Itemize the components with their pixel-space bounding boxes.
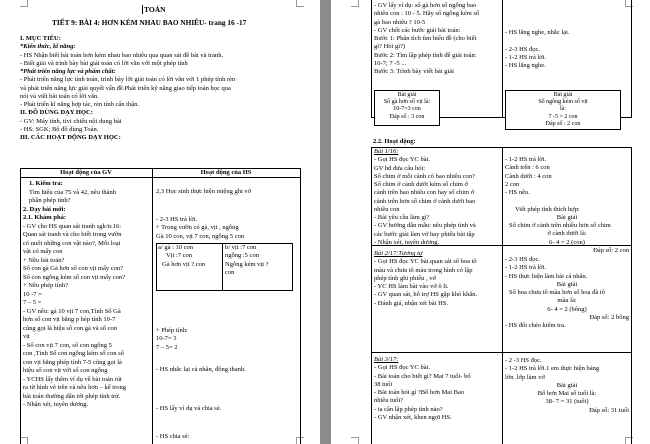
crop-mark <box>351 0 359 7</box>
table-cell-line: nhiêu con <box>374 205 400 213</box>
table-cell-line: vật có mấy con <box>23 248 63 255</box>
table-cell-line: - 2 -3 HS đọc. <box>505 357 542 364</box>
table-border <box>371 147 372 444</box>
table-cell-line: 6- 4 = 2 (bông) <box>547 305 587 313</box>
crop-mark <box>296 0 304 7</box>
table-border <box>502 0 503 118</box>
table-cell-line: - YC HS làm bài vào vở ô li. <box>374 283 449 290</box>
table-cell-line: Vịt :7 con <box>166 252 192 260</box>
table-cell-line: con <box>225 268 235 276</box>
table-cell-line: Cành dưới : 4 con <box>505 172 552 180</box>
table-cell-line: Ngỗng kém vịt ? <box>225 260 269 268</box>
table-cell-line: 10-7= 3 <box>156 335 177 343</box>
gv-activity-column <box>23 180 151 410</box>
bai-3-hs <box>505 357 629 415</box>
table-cell-line: 2 con <box>505 180 520 188</box>
table-cell-line: gì? Hỏi gì?) <box>374 43 406 51</box>
table-cell-line: - Gọi HS đọc YC bài. <box>374 156 431 164</box>
table-cell-line: - Gọi HS đọc YC bài.quan sát số hoa tô <box>374 258 477 266</box>
practice-heading: 2.2. Hoạt động: <box>373 138 416 145</box>
table-cell-line: Đáp số : 3 con <box>389 113 425 120</box>
crop-mark <box>20 0 28 7</box>
table-cell-line: Quan sát tranh và cho biết trong vườn <box>23 231 122 238</box>
table-cell-line: GV hd đưa câu hỏi: <box>374 164 426 172</box>
hs-calc <box>156 327 188 352</box>
table-cell-line: - 1-2 HS trả lời. <box>505 53 547 61</box>
table-cell-line: - Bài toán hỏi gì ?Bố hơn Mai Bao <box>374 389 465 396</box>
table-cell-line: 38- 7 = 31 (tuổi) <box>545 398 589 406</box>
table-cell-line: - HS đổi chéo kiểm tra. <box>505 322 566 329</box>
table-cell-line: màu và chưa tô màu trong hình có lập <box>374 266 473 274</box>
table-cell-line: - GV cho HS quan sát tranh sgk/tr.16: <box>23 222 122 230</box>
table-cell-line: - Gọi HS đọc YC bài. <box>374 364 431 372</box>
table-cell-line: - 2-3 HS đọc. <box>505 45 541 53</box>
table-cell-line: Đáp số: 2 bông <box>589 313 629 321</box>
table-cell-line: ngỗng :5 con <box>225 252 259 260</box>
hs-example: - HS lấy ví dụ và chia sẻ. <box>156 405 222 412</box>
table-cell-line: - 1-2 HS trả lời.1 em thực hiện bảng <box>505 365 600 373</box>
table-cell-line: màu là: <box>557 297 577 305</box>
table-cell-line: Số chim ở mỗi cành có bao nhiêu con? <box>374 172 475 180</box>
table-cell-line: - HS nêu. <box>505 189 530 196</box>
table-cell-line: Số chim ở cành trên nhiều hơn số chim <box>509 222 611 229</box>
bai-2-hs <box>505 256 629 330</box>
table-cell-line: + Phép tính: <box>156 327 188 334</box>
table-cell-line: Bước 2: Tìm lập phép tính đề giải toán: <box>374 51 477 59</box>
table-cell-line: Bước 1: Phân tích tìm hiểu đề (cho biết <box>374 35 477 42</box>
table-cell-line: Số chim ở cành dưới kém số chim ở <box>374 181 468 188</box>
table-border <box>300 168 301 444</box>
table-cell-line: - 1-2 HS trả lời. <box>505 156 547 163</box>
knowledge-heading: *Kiến thức, kĩ năng: <box>20 43 76 51</box>
table-cell-line: 7 – 5= 2 <box>156 343 178 351</box>
table-border <box>20 168 21 444</box>
table-cell-line: Đáp số: 31 tuổi <box>589 406 629 414</box>
objectives-section <box>20 35 303 142</box>
table-border <box>222 243 223 291</box>
table-cell-line: - GV hướng dẫn mẫu: nêu phép tính và <box>374 222 476 230</box>
table-header-hs: Hoạt động của HS <box>200 169 252 176</box>
table-cell-line: Bài giải <box>397 92 417 98</box>
table-cell-line: - Nhận xét, tuyên dương. <box>374 238 440 246</box>
table-cell-line: Bài giải <box>556 280 578 288</box>
table-cell-line: là: <box>560 106 566 113</box>
bai-1-hs <box>505 156 629 255</box>
table-border <box>152 168 153 444</box>
table-cell-line: - HS lắng nghe. <box>505 62 546 69</box>
table-cell-line: Gà 10 con, vịt 7 con, ngỗng 5 con <box>156 232 245 240</box>
table-cell-line: Bài giải <box>556 213 578 221</box>
knowledge-line: - Biết giải và trình bày bài giải toán có lời văn với một phép tính <box>20 59 188 67</box>
subject-heading: TOÁN <box>144 5 166 14</box>
hs-intro: 2,3 Học sinh thực hiện miệng ghi vở <box>156 188 252 195</box>
table-cell-line: - GV chốt các bước giải bài toán: <box>374 26 461 34</box>
objectives-heading: I. MỤC TIÊU: <box>20 35 61 42</box>
activities-heading: III. CÁC HOẠT ĐỘNG DẠY HỌC: <box>20 134 121 141</box>
competence-heading: *Phát triển năng lực và phẩm chất: <box>20 68 116 75</box>
table-cell-line: 10-7=3 con <box>393 106 421 113</box>
table-cell-line: - Bài yêu cầu làm gì? <box>374 214 430 221</box>
document-page-right <box>331 0 650 444</box>
sub-table-col-a <box>158 244 205 269</box>
materials-line: - GV: Máy tính, tivi chiếu nội dung bài <box>20 117 122 125</box>
competence-line: nói và viết bài toán có lời văn. <box>20 92 99 100</box>
table-cell-line: cành trên hơn số chim ở cành dưới bao <box>374 197 476 205</box>
table-cell-line: gà bao nhiêu ? 10-5 <box>374 18 426 26</box>
gv-summary <box>374 2 501 76</box>
hs-summary <box>505 29 569 70</box>
competence-line: - Phát triển năng lực tính toán, trình bày lời giải toán có lời văn với 1 phép tính rèn <box>20 76 236 84</box>
table-cell-line: Số gà hơn số vịt là: <box>383 99 431 106</box>
table-cell-line: 1. Kiểm tra: <box>29 180 63 187</box>
table-cell-line: cũng gọi là hiệu số con gà và số con <box>23 324 118 332</box>
table-cell-line: - Bài toán cho biết gì? Mai 7 tuổi- bố <box>374 372 471 380</box>
table-border <box>371 0 372 118</box>
table-cell-line: các bước giải làm vở hay phiếu bài tập <box>374 230 475 238</box>
table-cell-line: cành trên bao nhiêu con hay số chim ở <box>374 189 475 197</box>
competence-line: - Phát triển kĩ năng hợp tác, rèn tính cẩn thận. <box>20 101 139 108</box>
table-cell-line <box>505 197 629 205</box>
table-cell-line: Cành trên : 6 con <box>505 164 550 172</box>
table-cell-line: + Trong vườn có gà, vịt , ngỗng <box>156 224 239 232</box>
sub-table-col-b <box>225 244 269 277</box>
table-cell-line: ra từ hình vẽ trên và nêu hơn – kế trong <box>23 384 126 391</box>
table-cell-line: - GV nhận xét, khen ngợi HS. <box>374 413 452 421</box>
table-cell-line: - 1-2 HS trả lời. <box>505 264 547 272</box>
table-cell-line: nhiêu tuổi? <box>374 397 404 405</box>
table-cell-line: Bước 3: Trình bày viết bài giải <box>374 68 454 75</box>
table-border <box>502 147 503 444</box>
materials-line: - HS: SGK; Bộ đồ dùng Toán. <box>20 125 99 133</box>
table-cell-line: - GV nêu: gà 10 vịt 7 con,Tính Số Gà <box>23 307 121 315</box>
table-cell-line: vịt <box>23 333 30 340</box>
solution-box <box>505 90 621 130</box>
hs-share: - HS chia sẻ: <box>156 433 190 440</box>
knowledge-line: - HS Nhận biết bài toán hơn kém nhau bao nhiêu qua quan sát đề bài và tranh. <box>20 51 224 59</box>
table-cell-line: 38 tuổi <box>374 380 393 388</box>
table-cell-line: 7 -5 = 2 con <box>548 113 578 120</box>
table-cell-line: hơn số con vịt bằng p hép tính 10-7 <box>23 316 116 323</box>
table-cell-line: Tìm hiểu của 75 và 42, nêu thành <box>29 188 117 196</box>
bai-2-gv <box>374 250 501 308</box>
competence-line: và phát triển năng lực giải quyết vấn đề.Phát triển kỹ năng giao tiếp toán học qua <box>20 84 231 92</box>
table-cell-line: - Số con vịt 7 con, số con ngỗng 5 <box>23 341 112 349</box>
table-cell-line: - Đánh giá, nhận xét bài HS. <box>374 299 449 307</box>
table-cell-line: Bài giải <box>556 381 578 389</box>
table-cell-line: - GV quan sát, hỗ trợ HS gặp khó khăn. <box>374 291 478 299</box>
table-cell-line: phần phép tính? <box>29 197 71 204</box>
table-cell-line: con ,Tính Số con ngỗng kém số con số <box>23 350 124 357</box>
table-cell-line: a/ gà : 10 con <box>158 244 194 251</box>
table-cell-line: Bố hơn Mai số tuổi là: <box>537 390 597 397</box>
table-header-gv: Hoạt động của GV <box>60 169 112 176</box>
table-cell-line: 10-7; 7 -5 ... <box>374 59 407 67</box>
table-cell-line: 7 – 5 = <box>23 299 42 306</box>
table-cell-line: Gà hơn vịt ?.con <box>162 260 206 268</box>
table-cell-line: + Nêu phép tính? <box>23 282 69 289</box>
table-cell-line: ở cành dưới là: <box>547 230 587 238</box>
table-cell-line: Số con gà Gà hơn số con vịt mấy con? <box>23 265 124 272</box>
crop-mark <box>351 437 359 444</box>
table-cell-line: - Nhận xét, tuyên dương. <box>23 401 89 408</box>
table-cell-line: Đáp số : 2 con <box>545 120 581 127</box>
table-cell-line: - HS thực hiện làm bài cá nhân. <box>505 272 588 280</box>
table-cell-line: Viết phép tính thích hợp: <box>515 205 580 213</box>
bai-3-gv <box>374 356 501 422</box>
table-cell-line <box>505 37 569 45</box>
document-page-left <box>0 0 320 444</box>
table-cell-line: Đáp số: 2 con <box>593 246 629 254</box>
table-cell-line: - YCHS lấy thêm ví dụ về bài toán rút <box>23 375 122 383</box>
table-cell-line: - ta cần lập phép tính nào? <box>374 405 443 413</box>
table-cell-line: - 2-3 HS trả lời. <box>156 216 198 223</box>
table-cell-line: Số ngỗng kém số vịt <box>538 99 588 106</box>
table-cell-line: b/ vịt :7 con <box>225 244 257 251</box>
table-cell-line: Số con ngỗng kém số con vịt mấy con? <box>23 273 126 281</box>
table-border <box>631 0 632 118</box>
exercise-title: Bài 1/16: <box>374 148 399 155</box>
table-cell-line: Bài giải <box>553 92 573 98</box>
table-border <box>631 147 632 444</box>
bai-1-gv <box>374 148 501 247</box>
lesson-title: TIẾT 9: BÀI 4: HƠN KÉM NHAU BAO NHIÊU- trang 16 -17 <box>52 18 247 27</box>
table-cell-line: - 2-3 HS đọc. <box>505 256 541 263</box>
crop-mark <box>20 437 28 444</box>
table-cell-line: nhiêu con : 10 - 5. Hãy số ngỗng kém số <box>374 10 480 18</box>
table-cell-line: bài toán thường dẫn tới phép tính trừ. <box>23 392 121 400</box>
table-cell-line: 2.1. Khám phá: <box>23 214 66 221</box>
hs-feedback: - HS nhắc lại cá nhân, đồng thanh. <box>156 366 246 373</box>
table-cell-line: 2. Dạy bài mới: <box>23 205 66 213</box>
table-cell-line: 10 -7 = <box>23 290 42 298</box>
table-cell-line: phép tính ghi phiếu , vở <box>374 274 436 282</box>
table-cell-line: hiệu số con vịt với số con ngỗng <box>23 367 108 374</box>
table-cell-line: con vịt bằng phép tính 7-5 cũng gọi là <box>23 358 122 366</box>
hs-observe <box>156 216 244 241</box>
table-cell-line: 6- 4 = 2 (con) <box>549 238 585 246</box>
exercise-title: Bài 3/17: <box>374 356 399 363</box>
table-cell-line: + Nêu bài toán? <box>23 256 65 264</box>
solution-box <box>374 90 440 126</box>
table-cell-line: lớn .lớp làm vở <box>505 373 545 381</box>
table-border <box>371 352 632 353</box>
table-cell-line: - GV lấy ví dụ: số gà hơn số ngỗng bao <box>374 2 477 9</box>
exercise-title: Bài 2/17:Tương tự <box>374 250 423 257</box>
table-cell-line: - HS lắng nghe, nhắc lại. <box>505 29 570 36</box>
materials-heading: II. ĐỒ DÙNG DẠY HỌC: <box>20 109 93 117</box>
table-cell-line: Số hoa chưa tô màu hơn số hoa đã tô <box>509 289 605 296</box>
table-cell-line: có nuôi những con vật nào?, Mỗi loại <box>23 239 121 247</box>
